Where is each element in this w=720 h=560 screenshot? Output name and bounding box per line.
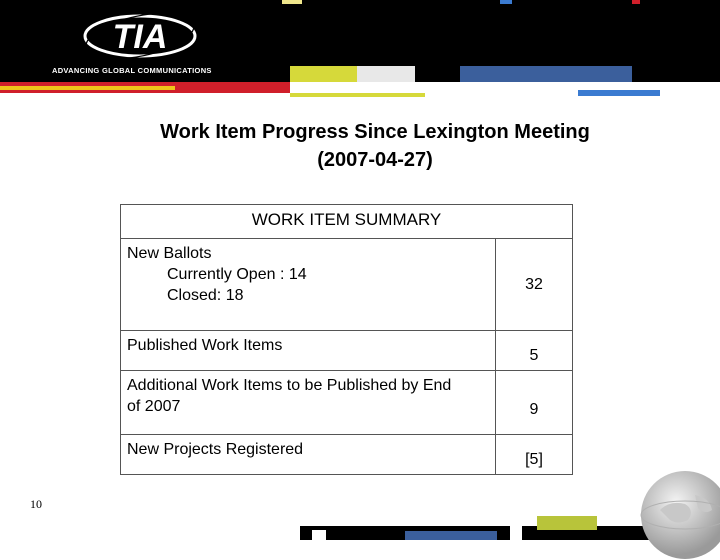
- slide-title-line2: (2007-04-27): [317, 149, 433, 171]
- header-accent-top-blue: [500, 0, 512, 4]
- table-row: [121, 331, 573, 371]
- page-number: 10: [30, 497, 42, 511]
- row-label-projects: New Projects Registered: [121, 435, 496, 475]
- header-accent-white-gray: [357, 66, 415, 82]
- table-row: [121, 435, 573, 475]
- row-label: New Ballots: [127, 245, 212, 262]
- row-value-additional: 9: [496, 371, 573, 435]
- header-accent-blue: [460, 66, 632, 82]
- header-accent-blue-line: [578, 90, 660, 96]
- header-accent-top-yellow: [282, 0, 302, 4]
- footer-accent-blue: [405, 531, 497, 540]
- row-label-additional: Additional Work Items to be Published by End of 2007: [121, 371, 496, 435]
- header-accent-yellow: [290, 66, 357, 82]
- work-item-summary-table: [120, 204, 573, 475]
- row-label-new-ballots: [121, 239, 496, 331]
- footer-accent-white-2: [510, 526, 522, 540]
- header-accent-top-red: [632, 0, 640, 4]
- table-header: WORK ITEM SUMMARY: [121, 205, 573, 239]
- row-value-projects: [5]: [496, 435, 573, 475]
- row-label-published: Published Work Items: [121, 331, 496, 371]
- tia-logo: [78, 10, 198, 60]
- row-sub-open: Currently Open : 14: [167, 266, 307, 283]
- header-accent-yellow-stripe: [0, 86, 175, 90]
- row-sub-closed: Closed: 18: [167, 287, 244, 304]
- tagline: ADVANCING GLOBAL COMMUNICATIONS: [52, 66, 212, 75]
- logo-text: TIA: [112, 18, 168, 56]
- table-header-row: [121, 205, 573, 239]
- slide-title-line1: Work Item Progress Since Lexington Meeting: [160, 121, 590, 143]
- row-value-published: 5: [496, 331, 573, 371]
- slide-title: [70, 118, 680, 174]
- row-value-new-ballots: 32: [496, 239, 573, 331]
- header-accent-yellow-line: [290, 93, 425, 97]
- table-row: [121, 239, 573, 331]
- footer-accent-yellow: [537, 516, 597, 530]
- table-row: [121, 371, 573, 435]
- globe-graphic: [640, 470, 720, 560]
- footer-accent-white-1: [312, 530, 326, 540]
